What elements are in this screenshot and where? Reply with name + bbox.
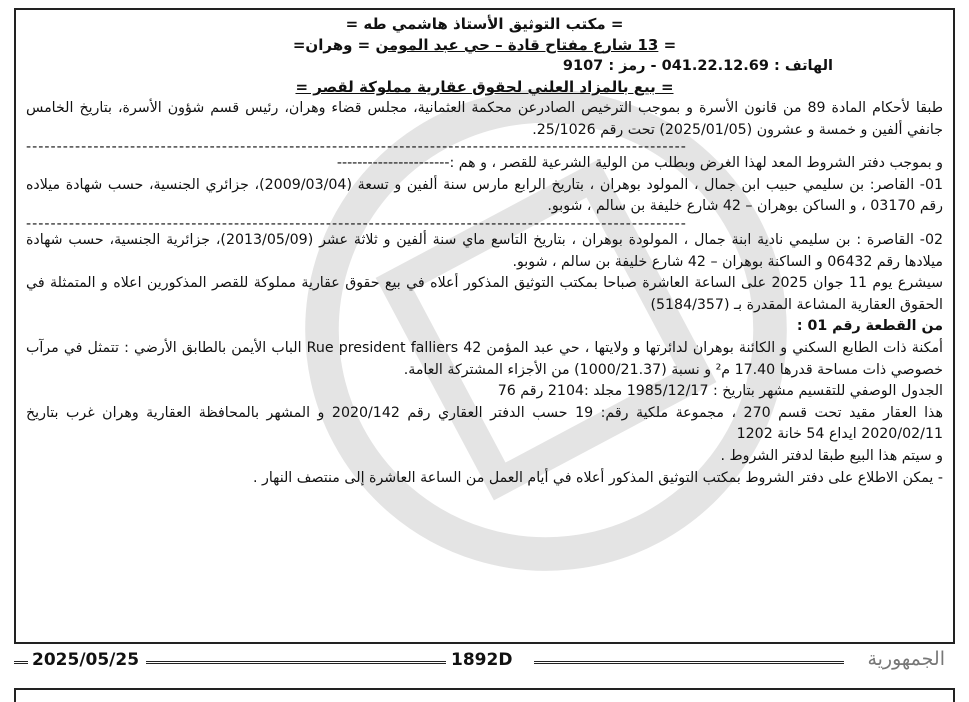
paragraph-schedule: الجدول الوصفي للتقسيم مشهر بتاريخ : 1985/12/17 مجلد :2104 رقم 76 — [497, 383, 943, 400]
publication-date: 2025/05/25 — [32, 650, 140, 670]
next-announcement-frame — [14, 688, 955, 702]
paragraph-sale: سيشرع يوم 11 جوان 2025 على الساعة العاشرة صباحا بمكتب التوثيق المذكور أعلاه في بيع حقوق عقارية مملوكة للقصر المذكورين اعلاه و المتمثلة في الحقوق العقارية المشاعة المقدرة بـ (5184/357) — [26, 275, 944, 313]
paragraph-intro: طبقا لأحكام المادة 89 من قانون الأسرة و بموجب الترخيص الصادرعن محكمة العثمانية، مجلس قضاء وهران، رئيس قسم شؤون الأسرة، بتاريخ الخامس جانفي ألفين و خمسة و عشرون (2025/01/05) تحت رقم 25/1026. — [26, 100, 944, 138]
footer-bar — [14, 648, 955, 678]
paragraph-minor-2: 02- القاصرة : بن سليمي نادية ابنة جمال ، المولودة بوهران ، بتاريخ التاسع ماي سنة ألفين و ثلاثة عشر (2013/05/09)، جزائرية الجنسية، حسب شهادة ميلادها رقم 06432 و الساكنة بوهران – 42 شارع خليفة بن سالم ، شوبو. — [26, 231, 943, 270]
paragraph-by-virtue: و بموجب دفتر الشروط المعد لهذا الغرض وبطلب من الولية الشرعية للقصر ، و هم :---------------------- — [336, 155, 943, 172]
announcement-title: = بيع بالمزاد العلني لحقوق عقارية مملوكة لقصر = — [295, 78, 674, 96]
paragraph-minor-1: 01- القاصر: بن سليمي حبيب ابن جمال ، المولود بوهران ، بتاريخ الرابع مارس سنة ألفين و تسعة (2009/03/04)، جزائري الجنسية، حسب شهادة ميلاده رقم 03170 ، و الساكن بوهران – 42 شارع خليفة بن سالم ، شوبو. — [26, 176, 943, 215]
office-address: = 13 شارع مفتاح قادة – حي عبد المومن = وهران= — [292, 36, 677, 54]
paragraph-lot: من القطعة رقم 01 : — [796, 318, 943, 335]
footer-rule — [146, 661, 446, 664]
phone-line: الهاتف : 041.22.12.69 - رمز : 9107 — [562, 58, 833, 74]
divider: ------------------------------------------------------------------------------------------------------------ — [26, 141, 687, 154]
paragraph-property: هذا العقار مقيد تحت قسم 270 ، مجموعة ملكية رقم: 19 حسب الدفتر العقاري رقم 2020/142 و المشهر بالمحافظة العقارية وهران غرب بتاريخ 2020/02/11 ايداع 54 خانة 1202 — [26, 404, 943, 443]
divider: ------------------------------------------------------------------------------------------------------------ — [26, 217, 687, 230]
ad-code: 1892D — [451, 650, 513, 670]
announcement-body — [26, 14, 943, 489]
footer-rule — [534, 661, 844, 664]
paragraph-inspect: - يمكن الاطلاع على دفتر الشروط بمكتب التوثيق المذكور أعلاه في أيام العمل من الساعة العاشرة إلى منتصف النهار . — [252, 469, 943, 486]
paragraph-terms: و سيتم هذا البيع طبقا لدفتر الشروط . — [720, 447, 943, 464]
footer-rule — [14, 661, 28, 664]
office-name: = مكتب التوثيق الأستاذ هاشمي طه = — [345, 15, 624, 33]
paragraph-location: أمكنة ذات الطابع السكني و الكائنة بوهران لدائرتها و ولايتها ، حي عبد المؤمن 42 Rue president falliers الباب الأيمن بالطابق الأرضي : تتمثل في مرآب خصوصي ذات مساحة قدرها 17.40 م² و نسبة (1000/21.37) من الأجزاء المشتركة العامة. — [26, 339, 943, 378]
newspaper-logo: الجمهورية — [867, 648, 945, 670]
announcement-frame — [14, 8, 955, 644]
